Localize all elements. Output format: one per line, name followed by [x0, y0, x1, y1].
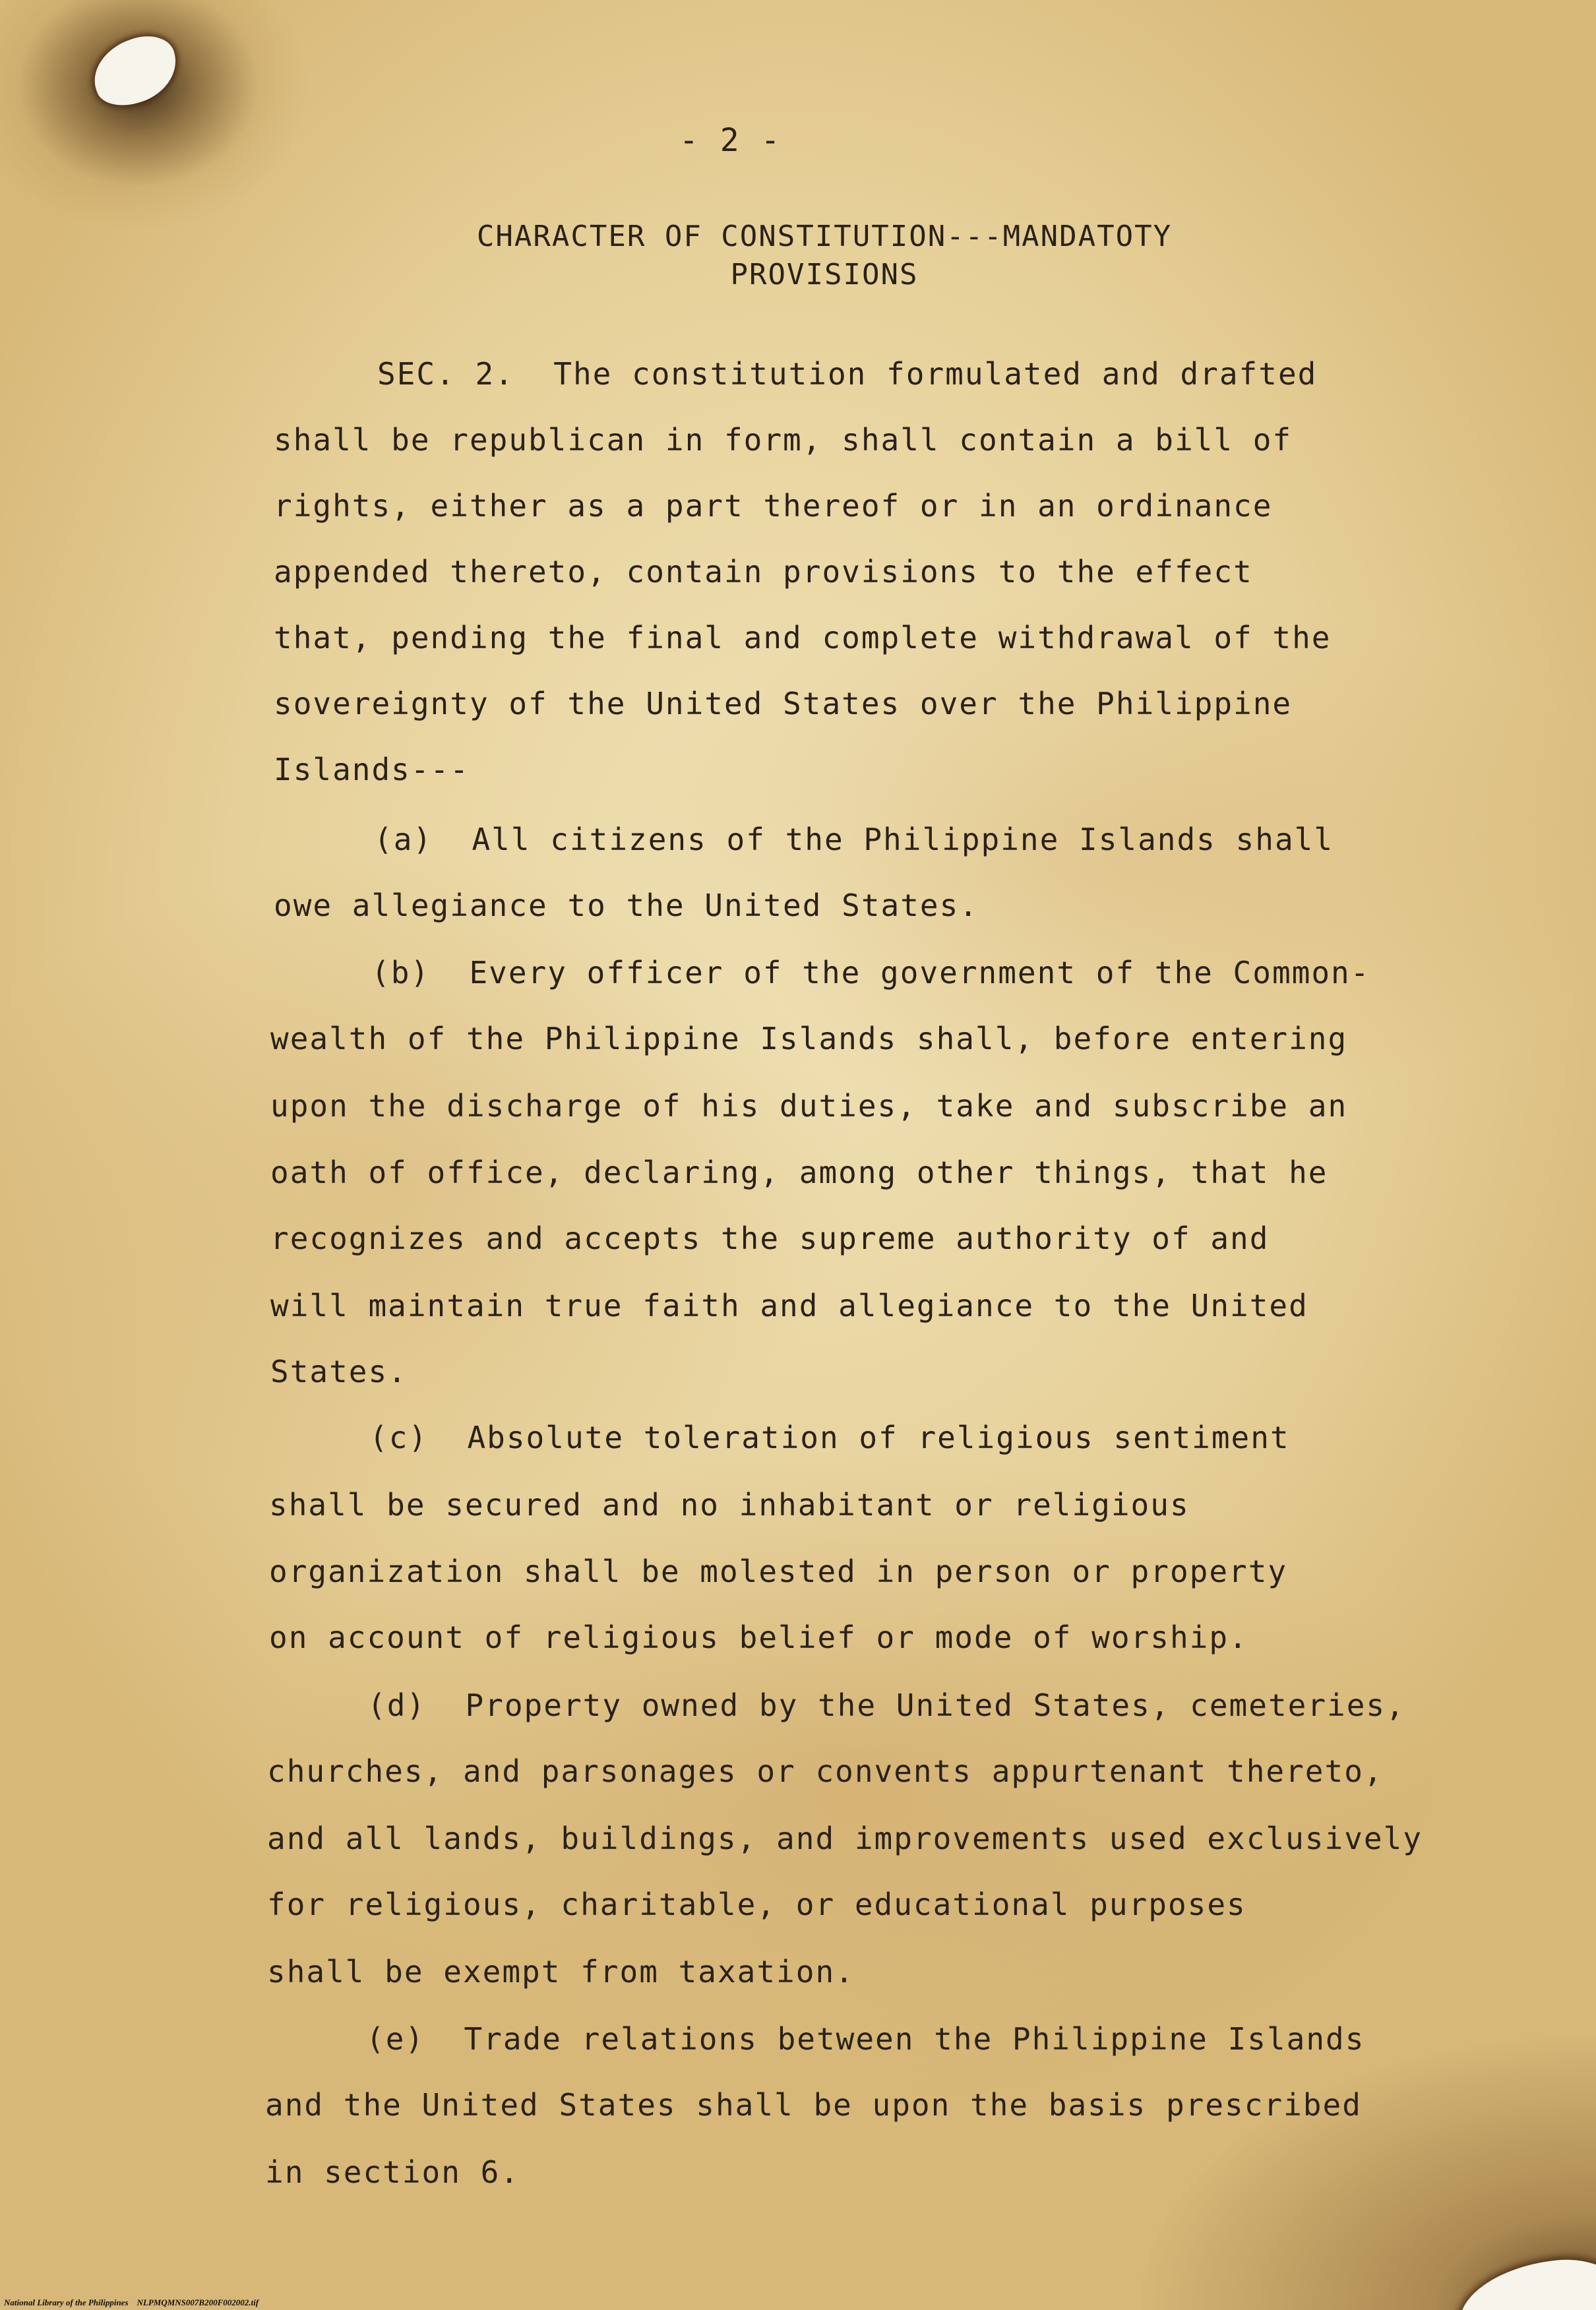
para-b-line: recognizes and accepts the supreme authority of and	[270, 1221, 1270, 1256]
para-a-line: (a) All citizens of the Philippine Islands shall	[374, 822, 1334, 857]
section-heading	[369, 218, 1279, 294]
para-d-line: for religious, charitable, or educational purposes	[267, 1887, 1246, 1922]
sec-2-line: Islands---	[274, 752, 470, 787]
para-c-line: (c) Absolute toleration of religious sentiment	[369, 1420, 1290, 1455]
para-d-line: churches, and parsonages or convents appurtenant thereto,	[267, 1753, 1384, 1789]
para-e-line: and the United States shall be upon the basis prescribed	[265, 2087, 1362, 2123]
para-e-line: (e) Trade relations between the Philippine Islands	[366, 2021, 1365, 2057]
sec-2-line: appended thereto, contain provisions to the effect	[274, 554, 1253, 590]
para-c-line: on account of religious belief or mode of worship.	[269, 1620, 1248, 1655]
para-c-line: shall be secured and no inhabitant or religious	[269, 1487, 1190, 1523]
para-b-line: oath of office, declaring, among other things, that he	[270, 1155, 1328, 1190]
para-e-line: in section 6.	[265, 2154, 520, 2190]
sec-2-line: shall be republican in form, shall contain a bill of	[274, 422, 1293, 458]
para-b-line: (b) Every officer of the government of the Common-	[371, 955, 1370, 990]
para-d-line: shall be exempt from taxation.	[267, 1954, 855, 1990]
torn-corner-mark	[1454, 2253, 1596, 2310]
sec-2-line: rights, either as a part thereof or in an ordinance	[274, 488, 1273, 524]
para-b-line: wealth of the Philippine Islands shall, before entering	[270, 1021, 1348, 1056]
para-b-line: upon the discharge of his duties, take and subscribe an	[270, 1088, 1348, 1124]
heading-line: PROVISIONS	[730, 258, 919, 291]
para-d-line: (d) Property owned by the United States, cemeteries,	[367, 1687, 1405, 1723]
page-number: - 2 -	[679, 122, 782, 159]
burn-hole-mark	[85, 28, 186, 114]
para-b-line: States.	[270, 1354, 408, 1389]
sec-2-line: that, pending the final and complete withdrawal of the	[274, 620, 1332, 655]
para-b-line: will maintain true faith and allegiance to the United	[270, 1288, 1308, 1323]
para-a-line: owe allegiance to the United States.	[274, 888, 979, 923]
sec-2-line: sovereignty of the United States over the Philippine	[274, 686, 1293, 721]
para-d-line: and all lands, buildings, and improvements used exclusively	[267, 1821, 1423, 1856]
heading-line: CHARACTER OF CONSTITUTION---MANDATOTY	[476, 220, 1173, 253]
para-c-line: organization shall be molested in person or property	[269, 1554, 1288, 1589]
archive-footer: National Library of the Philippines NLPMQMNS007B200F002002.tif	[4, 2297, 259, 2307]
sec-2-line: SEC. 2. The constitution formulated and drafted	[377, 356, 1318, 392]
